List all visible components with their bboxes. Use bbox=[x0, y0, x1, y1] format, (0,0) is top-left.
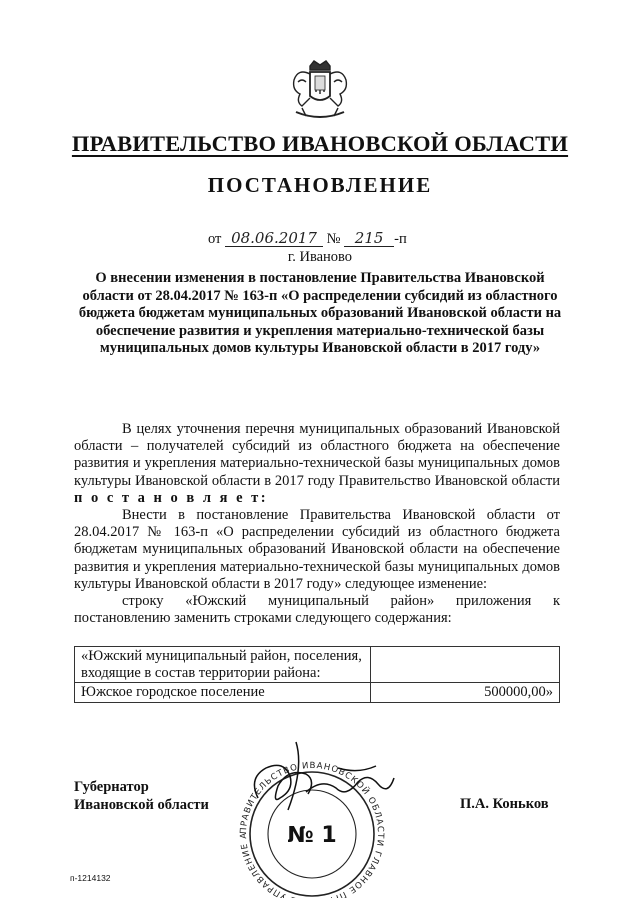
signatory-role: Губернатор bbox=[74, 779, 149, 795]
date-prefix: от bbox=[208, 231, 222, 247]
paragraph-3: строку «Южский муниципальный район» приложения к постановлению заменить строками следующего содержания: bbox=[74, 593, 560, 627]
handwritten-date: 08.06.2017 bbox=[225, 230, 323, 247]
document-body bbox=[74, 421, 560, 627]
signatory-name: П.А. Коньков bbox=[460, 796, 549, 812]
decree-word: п о с т а н о в л я е т: bbox=[74, 489, 269, 506]
table-row bbox=[75, 647, 560, 683]
document-code: п-1214132 bbox=[70, 873, 111, 883]
paragraph-2: Внести в постановление Правительства Ивановской области от 28.04.2017 № 163-п «О распределении субсидий из областного бюджета бюджетам муниципальных образований Ивановской области на обеспечение развития и укрепления материально-технической базы муниципальных домов культуры Ивановской области в 2017 году» следующее изменение: bbox=[74, 507, 560, 592]
coat-of-arms-emblem bbox=[286, 58, 354, 124]
table-cell-name: «Южский муниципальный район, поселения, входящие в состав территории района: bbox=[75, 647, 371, 683]
paragraph-1-text: В целях уточнения перечня муниципальных образований Ивановской области – получателей субсидий из областного бюджета на обеспечение развития и укрепления материально-технической базы муниципальных домов культуры Ивановской области в 2017 году Правительство Ивановской области bbox=[74, 421, 560, 489]
amendment-table bbox=[74, 646, 560, 703]
paragraph-1 bbox=[74, 421, 560, 507]
date-number-line bbox=[208, 230, 407, 248]
seal-ring-text: ПРАВИТЕЛЬСТВО ИВАНОВСКОЙ ОБЛАСТИ ГЛАВНОЕ ПР УПРАВЛЕНИЕ А bbox=[238, 760, 386, 898]
city: г. Иваново bbox=[287, 249, 353, 265]
table-cell-value: 500000,00» bbox=[371, 683, 560, 703]
government-title: ПРАВИТЕЛЬСТВО ИВАНОВСКОЙ ОБЛАСТИ bbox=[71, 131, 569, 156]
table-row bbox=[75, 683, 560, 703]
table-cell-name: Южское городское поселение bbox=[75, 683, 371, 703]
document-type: ПОСТАНОВЛЕНИЕ bbox=[207, 173, 433, 197]
signatory-title bbox=[74, 778, 209, 814]
official-seal bbox=[218, 738, 408, 898]
seal-number: № 1 bbox=[287, 823, 337, 848]
signatory-region: Ивановской области bbox=[74, 797, 209, 813]
document-heading: О внесении изменения в постановление Правительства Ивановской области от 28.04.2017 № 163-п «О распределении субсидий из областного бюджета бюджетам муниципальных образований Ивановской области на обеспечение развития и укрепления материально-технической базы муниципальных домов культуры Ивановской области в 2017 году» bbox=[78, 270, 562, 357]
number-suffix: -п bbox=[394, 231, 407, 247]
number-prefix: № bbox=[326, 231, 341, 247]
handwritten-number: 215 bbox=[344, 230, 394, 247]
table-cell-value bbox=[371, 647, 560, 683]
